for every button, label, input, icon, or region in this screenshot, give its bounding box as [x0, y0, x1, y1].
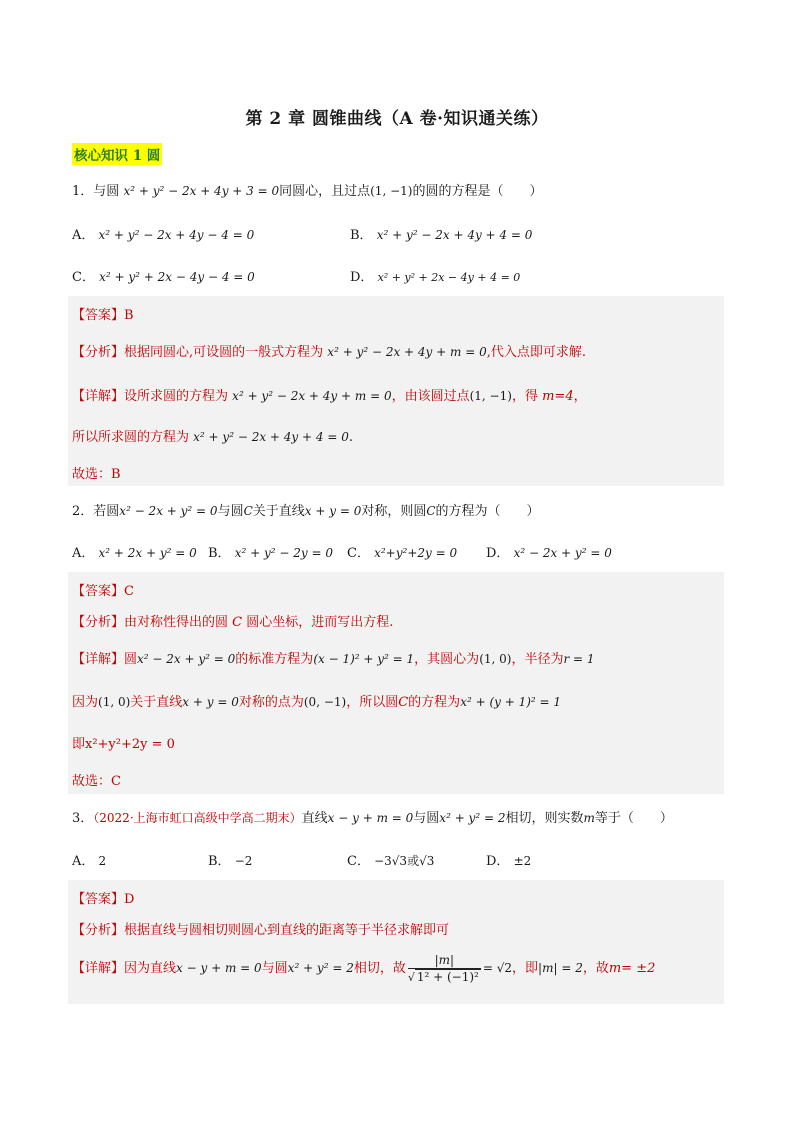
answer-2	[72, 580, 134, 599]
option-label: C．	[347, 854, 370, 869]
option-c	[347, 850, 434, 869]
option-c	[72, 266, 255, 285]
detail-2-line2	[72, 691, 561, 710]
analysis-tag: 【分析】	[72, 345, 125, 360]
math-point: (1, −1)	[370, 184, 413, 198]
fraction-denominator: √ 1² + (−1)²	[407, 970, 479, 984]
option-label: A．	[72, 546, 95, 561]
option-c	[347, 542, 457, 561]
question-number: 1．	[72, 184, 94, 199]
text: 若圆	[93, 504, 120, 519]
detail-1-line2	[72, 426, 353, 445]
text: 由对称性得出的圆	[124, 615, 229, 630]
math-equation: |m| = 2	[538, 961, 583, 975]
text: 的方程为	[408, 695, 461, 710]
option-text: x² + y² + 2x − 4y + 4 = 0	[377, 271, 521, 284]
text: ，所以圆	[346, 695, 399, 710]
option-a	[72, 542, 197, 561]
math-value: = √2	[482, 961, 513, 975]
math-equation: x² + y² − 2x + 4y + m = 0	[327, 345, 487, 359]
text: 与圆	[413, 811, 440, 826]
sqrt-content: 1² + (−1)²	[416, 970, 479, 984]
option-text: 2	[98, 854, 107, 868]
text: 直线	[301, 811, 328, 826]
question-3	[72, 807, 673, 826]
analysis-1	[72, 341, 586, 360]
text: 根据直线与圆相切则圆心到直线的距离等于半径求解即可	[124, 923, 450, 938]
option-a	[72, 850, 106, 869]
text: 关于直线	[252, 504, 305, 519]
option-text: x² + y² + 2x − 4y − 4 = 0	[99, 270, 255, 284]
question-2	[72, 500, 540, 519]
option-b	[208, 850, 252, 869]
math-var: C	[232, 615, 243, 630]
option-label: B．	[208, 854, 231, 869]
text: 设所求圆的方程为	[124, 389, 229, 404]
math-equation: x² + (y + 1)² = 1	[460, 695, 562, 709]
option-text: x² + 2x + y² = 0	[98, 546, 197, 560]
math-value: m=4	[542, 389, 574, 404]
fraction-numerator: |m|	[408, 953, 481, 969]
detail-3	[72, 953, 655, 984]
detail-1	[72, 385, 587, 404]
option-b	[350, 224, 532, 243]
option-text: −2	[234, 854, 253, 868]
text: 的标准方程为	[235, 652, 314, 667]
math-result: m= ±2	[608, 961, 656, 976]
solution-box-3	[68, 880, 724, 1004]
math-equation: x² + y² − 2x + 4y + m = 0	[232, 389, 392, 403]
math-var: C	[243, 504, 253, 518]
text: 的方程为（ ）	[435, 504, 540, 519]
page-title: 第 2 章 圆锥曲线（A 卷·知识通关练）	[245, 109, 549, 129]
math-var: C	[426, 504, 436, 518]
text: 与圆	[217, 504, 244, 519]
math-equation: x² − 2x + y² = 0	[137, 652, 236, 666]
option-label: A．	[72, 228, 95, 243]
option-label: D．	[486, 854, 510, 869]
text: 对称，则圆	[361, 504, 427, 519]
option-a	[72, 224, 254, 243]
option-text: x²+y²+2y = 0	[374, 546, 458, 560]
text: 关于直线	[130, 695, 183, 710]
text: 相切，则实数	[505, 811, 584, 826]
option-text: x² + y² − 2y = 0	[234, 546, 333, 560]
text: ，其圆心为	[414, 652, 480, 667]
detail-tag: 【详解】	[72, 652, 125, 667]
text: .	[348, 430, 353, 445]
text: ，得	[511, 389, 538, 404]
option-text: x² − 2x + y² = 0	[513, 546, 612, 560]
option-d	[350, 266, 520, 285]
text: ,代入点即可求解.	[486, 345, 586, 360]
text: ，由该圆过点	[391, 389, 470, 404]
text: ，故	[582, 961, 609, 976]
answer-value: B	[124, 308, 134, 323]
math-equation: x − y + m = 0	[327, 811, 414, 825]
analysis-2	[72, 611, 393, 630]
math-equation: x − y + m = 0	[176, 961, 262, 975]
math-var: C	[398, 695, 409, 710]
math-equation: x² − 2x + y² = 0	[119, 504, 218, 518]
option-d	[486, 542, 612, 561]
detail-tag: 【详解】	[72, 961, 125, 976]
answer-value: D	[124, 892, 135, 907]
analysis-tag: 【分析】	[72, 923, 125, 938]
analysis-tag: 【分析】	[72, 615, 125, 630]
question-source: （2022·上海市虹口高级中学高二期末）	[93, 811, 302, 825]
option-text: x² + y² − 2x + 4y − 4 = 0	[98, 228, 255, 242]
text: 的圆的方程是（ ）	[412, 184, 543, 199]
math-point: (1, 0)	[479, 652, 512, 666]
math-point: (1, −1)	[469, 389, 512, 403]
answer-1	[72, 304, 134, 323]
math-equation: x² + y² = 2	[439, 811, 506, 825]
option-label: C．	[72, 270, 95, 285]
math-var: m	[583, 811, 595, 825]
text: 因为	[72, 695, 99, 710]
math-equation: x² + y² − 2x + 4y + 3 = 0	[123, 184, 280, 198]
math-point: (0, −1)	[303, 695, 347, 709]
question-number: 2．	[72, 504, 94, 519]
text: 等于（ ）	[594, 811, 673, 826]
answer-tag: 【答案】	[72, 584, 125, 599]
text: 与圆	[261, 961, 288, 976]
option-label: B．	[350, 228, 373, 243]
text: ，即	[512, 961, 539, 976]
solution-box-2	[68, 572, 724, 794]
text: 相切，故	[353, 961, 406, 976]
math-equation: x + y = 0	[182, 695, 239, 709]
detail-tag: 【详解】	[72, 389, 125, 404]
text: ，	[573, 389, 587, 404]
option-label: D．	[350, 270, 374, 285]
choose-text: 故选：C	[72, 774, 121, 789]
math-point: (1, 0)	[98, 695, 131, 709]
math-value: r = 1	[563, 652, 595, 666]
choose-1	[72, 463, 121, 482]
text: 与圆	[93, 184, 120, 199]
answer-3	[72, 888, 134, 907]
choose-text: 故选：B	[72, 467, 121, 482]
math-fraction	[408, 953, 481, 984]
answer-tag: 【答案】	[72, 892, 125, 907]
option-text: x² + y² − 2x + 4y + 4 = 0	[376, 228, 533, 242]
analysis-3	[72, 919, 449, 938]
option-text: ±2	[513, 854, 532, 868]
detail-2-line3	[72, 733, 175, 752]
math-equation: x + y = 0	[304, 504, 362, 518]
text: 根据同圆心,可设圆的一般式方程为	[124, 345, 324, 360]
option-text: −3√3或√3	[374, 854, 435, 868]
question-1	[72, 180, 542, 199]
detail-2	[72, 648, 595, 667]
option-label: D．	[486, 546, 510, 561]
section-heading: 核心知识 1 圆	[72, 143, 162, 165]
option-label: B．	[208, 546, 231, 561]
text: ，半径为	[511, 652, 564, 667]
math-equation: x² + y² = 2	[287, 961, 354, 975]
text: 对称的点为	[238, 695, 304, 710]
math-equation: (x − 1)² + y² = 1	[313, 652, 415, 666]
text: 即x²+y²+2y = 0	[72, 737, 175, 752]
option-label: C．	[347, 546, 370, 561]
option-d	[486, 850, 531, 869]
text: 同圆心，且过点	[279, 184, 371, 199]
answer-value: C	[124, 584, 134, 599]
math-equation: x² + y² − 2x + 4y + 4 = 0	[193, 430, 349, 444]
text: 因为直线	[124, 961, 177, 976]
option-label: A．	[72, 854, 95, 869]
question-number: 3．	[72, 811, 94, 826]
choose-2	[72, 770, 121, 789]
text: 圆心坐标，进而写出方程.	[246, 615, 394, 630]
option-b	[208, 542, 333, 561]
text: 所以所求圆的方程为	[72, 430, 190, 445]
answer-tag: 【答案】	[72, 308, 125, 323]
text: 圆	[124, 652, 138, 667]
